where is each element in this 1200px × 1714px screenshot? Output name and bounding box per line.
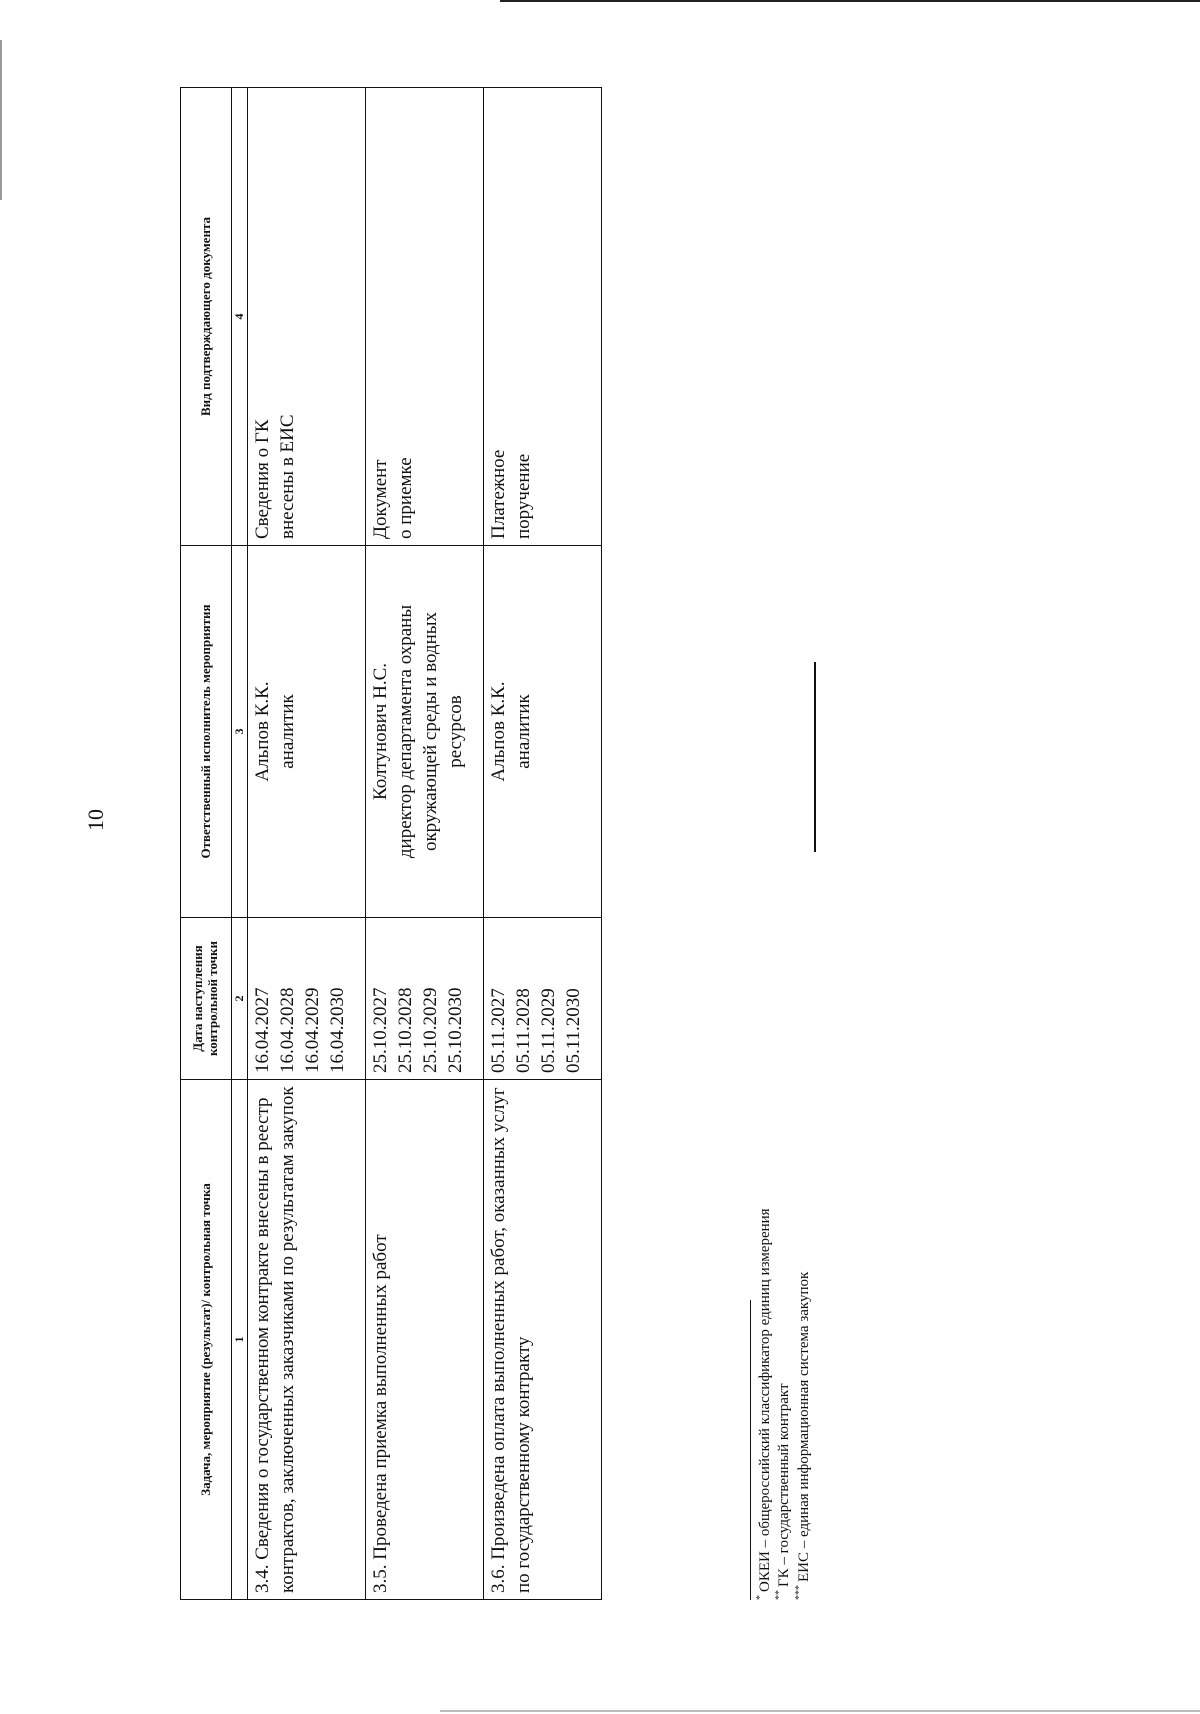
footnote-okei (755, 1208, 774, 1600)
footnote-text: ОКЕИ – общероссийский классификатор единиц измерения (757, 1208, 773, 1592)
document-line: поручение (513, 453, 535, 539)
page-number: 10 (83, 809, 108, 831)
document-line: Документ (370, 459, 391, 539)
footnote-mark: ** (774, 1590, 786, 1600)
document-line: внесены в ЕИС (277, 414, 299, 539)
table-row (248, 88, 366, 1600)
date-value: 05.11.2029 (538, 988, 560, 1073)
task-cell: 3.5. Проведена приемка выполненных работ (366, 1080, 484, 1600)
scan-edge-top (500, 0, 1200, 2)
responsible-line: Альпов К.К. (252, 681, 273, 782)
column-number: 2 (232, 918, 248, 1080)
scan-edge-bottom (440, 1710, 1200, 1712)
date-value: 05.11.2030 (563, 988, 585, 1073)
date-value: 16.04.2028 (277, 987, 299, 1073)
footnote-mark: * (755, 1595, 766, 1600)
responsible-line: Альпов К.К. (488, 681, 509, 782)
date-value: 25.10.2030 (445, 987, 467, 1073)
responsible-line: аналитик (277, 694, 299, 769)
header-date: Дата наступления контрольной точки (181, 918, 232, 1080)
responsible-line: Колтунович Н.С. (370, 662, 391, 801)
date-value: 05.11.2027 (488, 988, 509, 1073)
footnote-text: ГК – государственный контракт (776, 1383, 793, 1587)
date-value: 16.04.2027 (252, 987, 273, 1073)
footnote-separator (750, 1300, 751, 1600)
footnote-mark: *** (793, 1585, 805, 1600)
date-cell (366, 918, 484, 1080)
column-number-row (232, 88, 248, 1600)
document-line: Сведения о ГК (252, 419, 273, 539)
task-cell: 3.4. Сведения о государственном контракте внесены в реестр контрактов, заключенных заказчиками по результатам закупок (248, 1080, 366, 1600)
date-value: 16.04.2030 (327, 987, 349, 1073)
footnotes (750, 1208, 813, 1600)
table-row (366, 88, 484, 1600)
column-number: 3 (232, 546, 248, 918)
date-value: 16.04.2029 (302, 987, 324, 1073)
signature-line (814, 662, 816, 852)
footnote-text: ЕИС – единая информационная система закупок (795, 1271, 812, 1582)
document-line: о приемке (395, 457, 417, 539)
date-value: 25.10.2027 (370, 987, 391, 1073)
responsible-line: аналитик (513, 694, 535, 769)
responsible-line: окружающей среды и водных (420, 611, 442, 852)
responsible-cell (484, 546, 602, 918)
header-task: Задача, мероприятие (результат)/ контрольная точка (181, 1080, 232, 1600)
date-value: 25.10.2029 (420, 987, 442, 1073)
date-value: 05.11.2028 (513, 988, 535, 1073)
document-cell (366, 88, 484, 546)
responsible-line: директор департамента охраны (395, 604, 417, 859)
footnote-gk (774, 1208, 793, 1600)
scan-edge-left (0, 40, 2, 200)
table-header-row (181, 88, 232, 1600)
document-line: Платежное (488, 449, 509, 539)
responsible-line: ресурсов (445, 695, 467, 768)
column-number: 4 (232, 88, 248, 546)
header-responsible: Ответственный исполнитель мероприятия (181, 546, 232, 918)
table-row (484, 88, 602, 1600)
responsible-cell (366, 546, 484, 918)
control-points-table (180, 87, 602, 1600)
date-cell (484, 918, 602, 1080)
rotated-page-content (180, 88, 1000, 1600)
document-cell (484, 88, 602, 546)
header-document: Вид подтверждающего документа (181, 88, 232, 546)
responsible-cell (248, 546, 366, 918)
footnote-eis (794, 1208, 813, 1600)
task-cell: 3.6. Произведена оплата выполненных работ, оказанных услуг по государственному контракту (484, 1080, 602, 1600)
date-value: 25.10.2028 (395, 987, 417, 1073)
date-cell (248, 918, 366, 1080)
document-cell (248, 88, 366, 546)
column-number: 1 (232, 1080, 248, 1600)
